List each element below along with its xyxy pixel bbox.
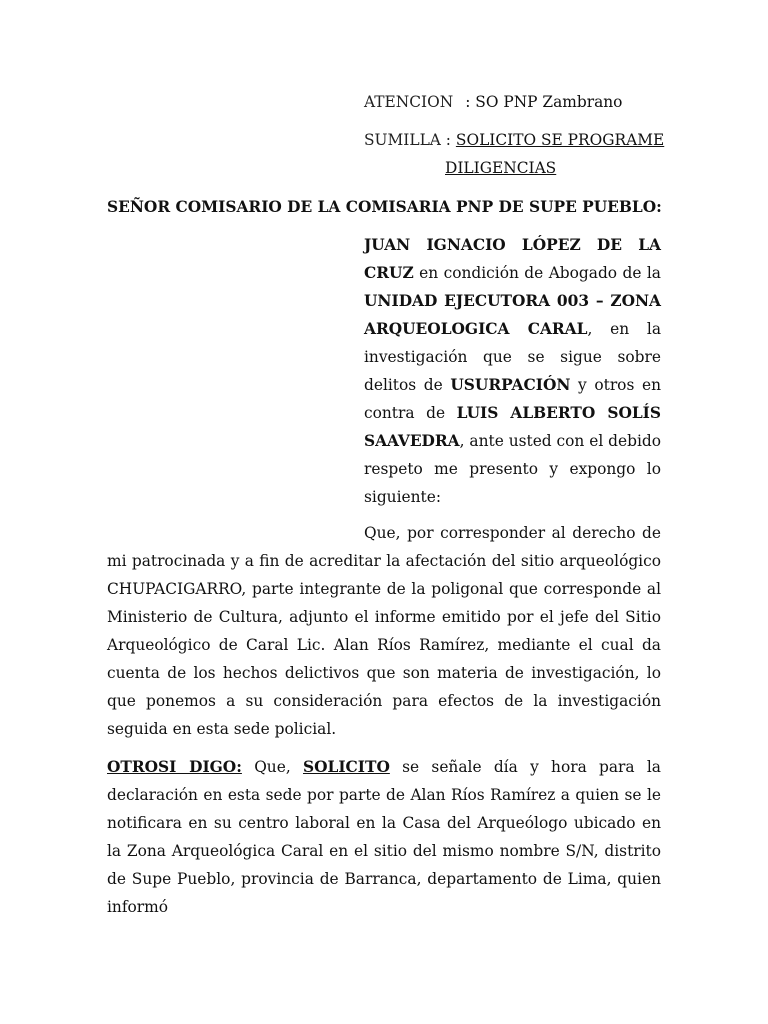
accused-name: LUIS ALBERTO SOLÍS SAAVEDRA xyxy=(364,404,661,450)
atencion-value: SO PNP Zambrano xyxy=(475,93,623,111)
crime-name: USURPACIÓN xyxy=(450,376,571,394)
sumilla-label: SUMILLA : xyxy=(364,131,451,149)
attorney-name: JUAN IGNACIO LÓPEZ DE LA CRUZ xyxy=(364,236,661,282)
intro-text-2: , en la investigación que se sigue sobre delitos de xyxy=(364,320,662,394)
atencion-line xyxy=(364,92,622,112)
otrosi-label: OTROSI DIGO: xyxy=(107,758,242,776)
atencion-label: ATENCION xyxy=(364,93,454,111)
intro-text-3: y otros en contra de xyxy=(364,376,661,422)
paragraph-1: Que, por corresponder al derecho de mi patrocinada y a fin de acreditar la afectación del sitio arqueológico CHUPACIGARRO, parte integrante de la poligonal que corresponde al Ministerio de Cultura, adjunto el informe emitido por el jefe del Sitio Arqueológico de Caral Lic. Alan Ríos Ramírez, mediante el cual da cuenta de los hechos delictivos que son materia de investigación, lo que ponemos a su consideración para efectos de la investigación seguida en esta sede policial. xyxy=(107,524,661,738)
otrosi-text-2: se señale día y hora para la declaración en esta sede por parte de Alan Ríos Ramírez a quien se le notificara en su centro laboral en la Casa del Arqueólogo ubicado en la Zona Arqueológica Caral en el sitio del mismo nombre S/N, distrito de Supe Pueblo, provincia de Barranca, departamento de Lima, quien informó xyxy=(107,758,661,916)
intro-text-4: , ante usted con el debido respeto me presento y expongo lo siguiente: xyxy=(364,432,662,506)
atencion-separator: : xyxy=(465,93,471,111)
sumilla-value-2: DILIGENCIAS xyxy=(445,159,557,177)
sumilla-value-1: SOLICITO SE PROGRAME xyxy=(455,131,665,149)
intro-text-1: en condición de Abogado de la xyxy=(413,264,661,282)
sumilla-line xyxy=(364,130,664,150)
solicito-word: SOLICITO xyxy=(303,758,390,776)
otrosi-text-1: Que, xyxy=(241,758,303,776)
sumilla-line-2 xyxy=(445,158,556,178)
intro-block xyxy=(364,231,661,511)
otrosi-paragraph xyxy=(107,753,661,921)
unit-name: UNIDAD EJECUTORA 003 – ZONA ARQUEOLOGICA CARAL xyxy=(364,292,661,338)
addressee: SEÑOR COMISARIO DE LA COMISARIA PNP DE SUPE PUEBLO: xyxy=(107,198,662,216)
